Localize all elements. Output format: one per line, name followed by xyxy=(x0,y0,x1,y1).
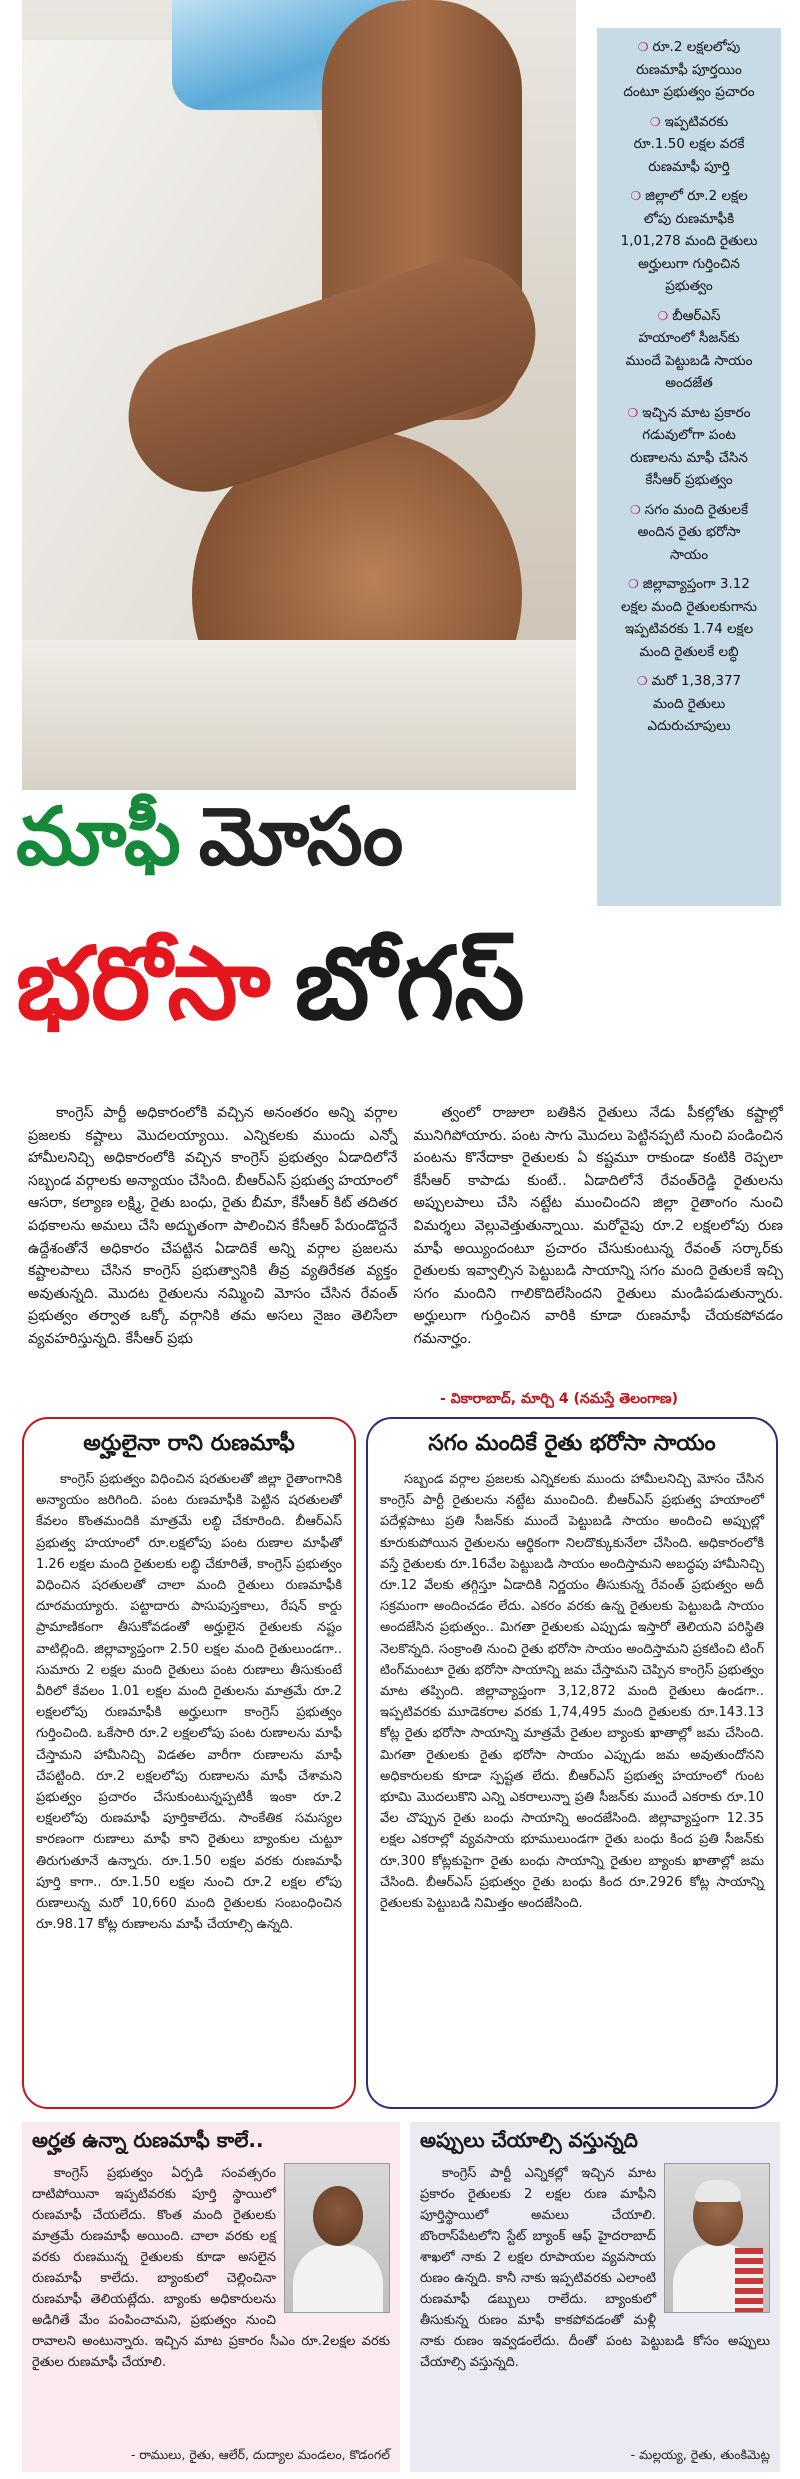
story-mallayya-title: అప్పులు చేయాల్సి వస్తున్నది xyxy=(420,2128,638,2152)
sidebar-highlight-line xyxy=(603,641,775,664)
sidebar-highlight-line xyxy=(603,305,775,328)
loan-waiver-box-body xyxy=(36,1469,342,1935)
story-mallayya-signature: - మల్లయ్య, రైతు, తుంకిమెట్ల xyxy=(630,2447,770,2462)
sidebar-highlight-line xyxy=(603,573,775,596)
sidebar-highlight-text: రుణమాఫీ పూర్తి xyxy=(648,158,730,175)
sidebar-highlight-line xyxy=(603,327,775,350)
sidebar-highlight-text: జిల్లాలో రూ.2 లక్షల xyxy=(645,188,748,204)
main-article-text-1: కాంగ్రెస్ పార్టీ అధికారంలోకి వచ్చిన అనంతరం అన్ని వర్గాల ప్రజలకు కష్టాలు మొదలయ్యాయి. ఎన్నికలకు ముందు ఎన్నో హామీలనిచ్చి అధికారంలోకి వచ్చిన కాంగ్రెస్ ప్రభుత్వం ఏడాదిలోనే సబ్బండ వర్గాలకు అన్యాయం చేసింది. బీఆర్ఎస్ ప్రభుత్వ హయాంలో ఆసరా, కల్యాణ లక్ష్మి, రైతు బంధు, రైతు బీమా, కేసీఆర్ కిట్ తదితర పథకాలను అమలు చేసి అద్భుతంగా పాలించిన కేసీఆర్ పేరుండొద్దనే ఉద్దేశంతోనే అధికారం చేపట్టిన ఏడాదికే అన్ని వర్గాల ప్రజలను కష్టాలపాలు చేసిన కాంగ్రెస్ ప్రభుత్వానికి తీవ్ర వ్యతిరేకత వ్యక్తం అవుతున్నది. మొదట రైతులను నమ్మించి మోసం చేసిన రేవంత్ ప్రభుత్వం తర్వాత ఒక్కో వర్గానికి తమ అసలు నైజం తెలిసేలా వ్యవహరిస్తున్నది. కేసీఆర్ ప్రభు xyxy=(28,1105,398,1347)
dateline: - వికారాబాద్, మార్చి 4 (నమస్తే తెలంగాణ) xyxy=(440,1391,678,1407)
sidebar-highlight xyxy=(603,111,775,179)
sidebar-highlight-line xyxy=(603,36,775,59)
portrait-photo xyxy=(284,2163,390,2313)
farmer-story-ramulu xyxy=(22,2122,400,2472)
farmer-story-mallayya xyxy=(410,2122,780,2472)
sidebar-highlight-text: ఎదురుచూపులు xyxy=(647,718,731,734)
sidebar-highlight-text: సగం మంది రైతులకే xyxy=(644,501,748,518)
sidebar-highlight-text: ఇప్పటివరకు xyxy=(664,113,729,130)
story-ramulu-title: అర్హత ఉన్నా రుణమాఫీ కాలే.. xyxy=(32,2128,264,2152)
sidebar-highlight-line xyxy=(603,275,775,298)
main-article-column-2 xyxy=(414,1102,784,1422)
sidebar-highlight-text: మరో 1,38,377 xyxy=(651,673,742,689)
sidebar-highlight-text: హయాంలో సీజన్‌కు xyxy=(638,330,740,346)
headline-mosam: మోసం xyxy=(198,790,404,883)
sidebar-highlight-line xyxy=(603,618,775,641)
sidebar-highlight-text: ఇప్పటివరకు 1.74 లక్షల xyxy=(624,621,754,637)
sidebar-highlight-text: మంది రైతులకే లబ్ధి xyxy=(639,643,739,660)
sidebar-highlight-line xyxy=(603,156,775,179)
sidebar-highlight-text: అందిన రైతు భరోసా xyxy=(637,524,741,540)
loan-waiver-box xyxy=(22,1417,356,2109)
story-ramulu-signature: - రాములు, రైతు, ఆలేర్, దుద్యాల మండలం, కొడంగల్ xyxy=(130,2447,390,2462)
sidebar-highlight xyxy=(603,402,775,492)
sidebar-highlight-text: మంది రైతులు xyxy=(652,695,726,712)
sidebar-highlight-text: రుణమాఫీ పూర్తయిం xyxy=(636,61,742,78)
loan-waiver-box-title: అర్హులైనా రాని రుణమాఫీ xyxy=(83,1431,295,1456)
sidebar-highlight-line xyxy=(603,81,775,104)
bullet-icon: ❍ xyxy=(630,502,641,517)
portrait-towel xyxy=(735,2248,763,2313)
sidebar-highlight xyxy=(603,185,775,298)
photo-dhoti xyxy=(22,640,576,790)
sidebar-highlight-line xyxy=(603,447,775,470)
sidebar-highlight-line xyxy=(603,715,775,738)
bullet-icon: ❍ xyxy=(630,189,642,203)
bullet-icon: ❍ xyxy=(628,577,639,591)
sidebar-highlight-line xyxy=(603,469,775,492)
sidebar-highlight xyxy=(603,36,775,104)
sidebar-highlight-line xyxy=(603,59,775,82)
sidebar-highlight-line xyxy=(603,372,775,395)
headline-mafi: మాఫీ xyxy=(16,790,181,883)
portrait-hair xyxy=(695,2180,741,2202)
sidebar-highlight-text: జిల్లావ్యాప్తంగా 3.12 xyxy=(642,576,750,592)
sidebar-highlight-line xyxy=(603,544,775,567)
sidebar-highlight-text: ప్రభుత్వం xyxy=(665,278,713,294)
bullet-icon: ❍ xyxy=(627,405,639,420)
rythu-bharosa-box xyxy=(366,1417,778,2109)
sidebar-highlight-text: రూ.1.50 లక్షల వరకే xyxy=(633,136,745,152)
loan-waiver-box-text: కాంగ్రెస్ ప్రభుత్వం విధించిన షరతులతో జిల్లా రైతాంగానికి అన్యాయం జరిగింది. పంట రుణమాఫీకి పెట్టిన షరతులతో కేవలం కొంతమందికి మాత్రమే లబ్ధి చేకూరింది. బీఆర్ఎస్ ప్రభుత్వ హయాంలో రూ.లక్షలోపు పంట రుణాల మాఫీతో 1.26 లక్షల మంది రైతులకు లబ్ధి చేకూరితే, కాంగ్రెస్ ప్రభుత్వం విధించిన షరతులతో చాలా మంది రైతులు రుణమాఫీకి దూరమయ్యారు. పట్టాదారు పాసుపుస్తకాలు, రేషన్ కార్డు ప్రామాణికంగా తీసుకోవడంతో అర్హులైన రైతులకు నష్టం వాటిల్లింది. జిల్లావ్యాప్తంగా 2.50 లక్షల మంది రైతులుండగా.. సుమారు 2 లక్షల మంది రైతులు పంట రుణాలు తీసుకుంటే వీరిలో కేవలం 1.01 లక్షల మంది రైతులను మాత్రమే రూ.2 లక్షలలోపు రుణమాఫీకి అర్హులుగా కాంగ్రెస్ ప్రభుత్వం గుర్తించింది. ఒకేసారి రూ.2 లక్షలలోపు పంట రుణాలను మాఫీ చేస్తామని హామీనిచ్చి విడతల వారీగా రుణాలను మాఫీ చేపట్టింది. రూ.2 లక్షలలోపు రుణాలను మాఫీ చేశామని ప్రభుత్వం ప్రచారం చేసుకుంటున్నప్పటికీ ఇంకా రూ.2 లక్షలలోపు రుణమాఫీ పూర్తికాలేదు. సాంకేతిక సమస్యల కారణంగా రుణాలు మాఫీ కాని రైతులు బ్యాంకుల చుట్టూ తిరుగుతూనే ఉన్నారు. రూ.1.50 లక్షల వరకు రుణమాఫీ పూర్తి కాగా.. రూ.1.50 లక్షల నుంచి రూ.2 లక్షల లోపు రుణాలున్న మరో 10,660 మంది రైతులకు సంబంధించిన రూ.98.17 కోట్ల రుణాలను మాఫీ చేయాల్సి ఉన్నది. xyxy=(36,1472,342,1933)
sidebar-highlight-text: అందజేత xyxy=(665,375,713,391)
sidebar-highlight-line xyxy=(603,208,775,231)
sidebar-highlight-text: 1,01,278 మంది రైతులు xyxy=(620,233,758,249)
sidebar-highlight-text: దంటూ ప్రభుత్వం ప్రచారం xyxy=(623,84,755,100)
sidebar-highlight-line xyxy=(603,499,775,522)
sidebar-highlight xyxy=(603,573,775,663)
sidebar-highlight-text: గడువులోగా పంట xyxy=(642,427,736,443)
story-mallayya-text: కాంగ్రెస్ పార్టీ ఎన్నికల్లో ఇచ్చిన మాట ప్రకారం రైతులకు 2 లక్షల రుణ మాఫీని పూర్తిస్థాయిలో అమలు చేయాలి. బొంరాస్‌పేటలోని స్టేట్ బ్యాంక్ ఆఫ్ హైదరాబాద్ శాఖలో నాకు 2 లక్షల రూపాయల వ్యవసాయ రుణం ఉన్నది. కానీ నాకు ఇప్పటివరకు ఎలాంటి రుణమాఫీ డబ్బులు రాలేదు. బ్యాంకులో తీసుకున్న రుణం మాఫీ కాకపోవడంతో మళ్లీ నాకు రుణం ఇవ్వడంలేదు. దీంతో పంట పెట్టుబడి కోసం అప్పులు చేయాల్సి వస్తున్నది. xyxy=(420,2166,770,2370)
sidebar-highlight-line xyxy=(603,253,775,276)
sidebar-highlight xyxy=(603,670,775,738)
sidebar-highlight-text: సాయం xyxy=(669,546,709,563)
bullet-icon: ❍ xyxy=(649,114,661,129)
portrait-face xyxy=(313,2186,363,2246)
sidebar-highlight xyxy=(603,499,775,567)
bullet-icon: ❍ xyxy=(637,40,649,54)
sidebar-highlight-line xyxy=(603,402,775,425)
highlights-sidebar xyxy=(597,28,781,906)
main-article-column-1 xyxy=(28,1102,398,1422)
bullet-icon: ❍ xyxy=(636,674,648,688)
sidebar-highlight-line xyxy=(603,596,775,619)
sidebar-highlight-line xyxy=(603,670,775,693)
headline-line-1 xyxy=(16,790,616,920)
rythu-bharosa-box-title: సగం మందికే రైతు భరోసా సాయం xyxy=(428,1431,716,1456)
main-article xyxy=(28,1102,783,1422)
sidebar-highlight-line xyxy=(603,185,775,208)
farmer-photo xyxy=(22,0,576,790)
sidebar-highlight-text: లక్షల మంది రైతులకుగాను xyxy=(620,598,758,615)
sidebar-highlight-text: ఇచ్చిన మాట ప్రకారం xyxy=(642,404,751,421)
sidebar-highlight-text: రూ.2 లక్షలలోపు xyxy=(652,39,741,55)
story-ramulu-text: కాంగ్రెస్ ప్రభుత్వం ఏర్పడి సంవత్సరం దాటిపోయినా ఇప్పటివరకు పూర్తి స్థాయిలో రుణమాఫీ చేయలేదు. కొంత మంది రైతులకు మాత్రమే రుణమాఫీ అయింది. చాలా వరకు లక్ష వరకు రుణమున్న రైతులకు కూడా అసలైన రుణమాఫీ కాలేదు. బ్యాంకులో చెల్లించినా రుణమాఫీ తెలియట్లేదు. బ్యాంకు అధికారులను అడిగితే మేం పంపించామని, ప్రభుత్వం నుంచి రావాలని అంటున్నారు. ఇచ్చిన మాట ప్రకారం సీఎం రూ.2లక్షల వరకు రైతుల రుణమాఫీ చేయాలి. xyxy=(32,2166,390,2370)
sidebar-highlight-text: బీఆర్ఎస్ xyxy=(672,307,721,324)
sidebar-highlight-line xyxy=(603,693,775,716)
bullet-icon: ❍ xyxy=(657,308,669,323)
headline-bharosa: భరోసా xyxy=(16,925,271,1042)
headline-bogus: బోగస్ xyxy=(294,925,525,1042)
sidebar-highlight-line xyxy=(603,133,775,156)
sidebar-highlight-line xyxy=(603,111,775,134)
sidebar-highlight-line xyxy=(603,350,775,373)
sidebar-highlight-line xyxy=(603,424,775,447)
rythu-bharosa-box-body xyxy=(380,1469,764,1914)
sidebar-highlight-line xyxy=(603,230,775,253)
sidebar-highlight-text: ముందే పెట్టుబడి సాయం xyxy=(625,352,753,369)
portrait-photo xyxy=(664,2163,770,2313)
sidebar-highlight-line xyxy=(603,521,775,544)
portrait-torso xyxy=(293,2244,383,2313)
sidebar-highlight-text: కేసీఆర్ ప్రభుత్వం xyxy=(645,472,733,488)
sidebar-highlight-text: లోపు రుణమాఫీకి xyxy=(643,210,735,227)
headline-line-2 xyxy=(16,925,786,1065)
main-article-text-2: త్వంలో రాజులా బతికిన రైతులు నేడు పీకల్లోతు కష్టాల్లో మునిగిపోయారు. పంట సాగు మొదలు పెట్టినప్పటి నుంచి పండించిన పంటను కొనేదాకా రైతులకు ఏ కష్టమూ రాకుండా కంటికి రెప్పలా కేసీఆర్ కాపాడు కుంటే.. ఏడాదిలోనే రేవంత్‌రెడ్డి రైతులను అప్పులపాలు చేసి నట్టేట ముంచిందని జిల్లా రైతాంగం నుంచి విమర్శలు వెల్లువెత్తుతున్నాయి. మరోవైపు రూ.2 లక్షలలోపు రుణ మాఫీ అయ్యిందంటూ ప్రచారం చేసుకుంటున్న రేవంత్ సర్కార్‌కు రైతులకు ఇవ్వాల్సిన పెట్టుబడి సాయాన్ని సగం మంది రైతులకే ఇచ్చి సగం మందిని గాలికొదిలేసిందని రైతులు మండిపడుతున్నారు. అర్హులుగా గుర్తించిన వారికి కూడా రుణమాఫీ చేయకపోవడం గమనార్హం. xyxy=(413,1105,783,1347)
sidebar-highlight-text: రుణాలను మాఫీ చేసిన xyxy=(630,449,748,466)
sidebar-highlight-text: అర్హులుగా గుర్తించిన xyxy=(638,255,740,272)
rythu-bharosa-box-text: సబ్బండ వర్గాల ప్రజలకు ఎన్నికలకు ముందు హామీలనిచ్చి మోసం చేసిన కాంగ్రెస్ పార్టీ రైతులను నట్టేట ముంచింది. బీఆర్ఎస్ ప్రభుత్వ హయాంలో పదేళ్లపాటు ప్రతి సీజన్‌కు ముందే పెట్టుబడి సాయం అందించి అప్పుల్లో కూరుకుపోయిన రైతులను ఆర్థికంగా నిలదొక్కుకునేలా చేసింది. అధికారంలోకి వస్తే రైతులకు రూ.16వేల పెట్టుబడి సాయం అందిస్తామని అబద్ధపు హామీనిచ్చి రూ.12 వేలకు తగ్గిస్తూ ఏడాదికి నిర్ణయం తీసుకున్న రేవంత్ ప్రభుత్వం అదీ సక్రమంగా అందించడం లేదు. ఎకరం వరకు ఉన్న రైతులకు పెట్టుబడి సాయం అందజేసిన ప్రభుత్వం.. మిగతా రైతులకు ఎప్పుడు ఇస్తారో తెలియని పరిస్థితి నెలకొన్నది. సంక్రాంతి నుంచి రైతు భరోసా సాయం అందిస్తామని ప్రకటించి టింగ్ టింగ్‌మంటూ రైతు భరోసా సాయాన్ని జమ చేస్తామని చెప్పిన కాంగ్రెస్ ప్రభుత్వం మాట తప్పింది. జిల్లావ్యాప్తంగా 3,12,872 మంది రైతులు ఉండగా.. ఇప్పటివరకు మూడెకరాల వరకు 1,74,495 మంది రైతులకు రూ.143.13 కోట్ల రైతు భరోసా సాయాన్ని మాత్రమే రైతుల బ్యాంకు ఖాతాల్లో జమ చేసింది. మిగతా రైతులకు రైతు భరోసా సాయం ఎప్పుడు జమ అవుతుందోనని అధికారులకు కూడా స్పష్టత లేదు. బీఆర్ఎస్ ప్రభుత్వ హయాంలో గుంట భూమి మొదలుకొని ఎన్ని ఎకరాలున్నా ప్రతి సీజన్‌కు ముందే ఎకరాకు రూ.10 వేల చొప్పున రైతు బంధు సాయాన్ని అందజేసింది. జిల్లావ్యాప్తంగా 12.35 లక్షల ఎకరాల్లో వ్యవసాయ భూములుండగా రైతు బంధు కింద ప్రతి సీజన్‌కు రూ.300 కోట్లకుపైగా రైతు బంధు సాయాన్ని రైతుల బ్యాంకు ఖాతాల్లో జమ చేసింది. బీఆర్ఎస్ ప్రభుత్వం రైతు బంధు కింద రూ.2926 కోట్ల సాయాన్ని రైతులకు పెట్టుబడి నిమిత్తం అందజేసింది. xyxy=(380,1472,764,1912)
sidebar-highlight xyxy=(603,305,775,395)
